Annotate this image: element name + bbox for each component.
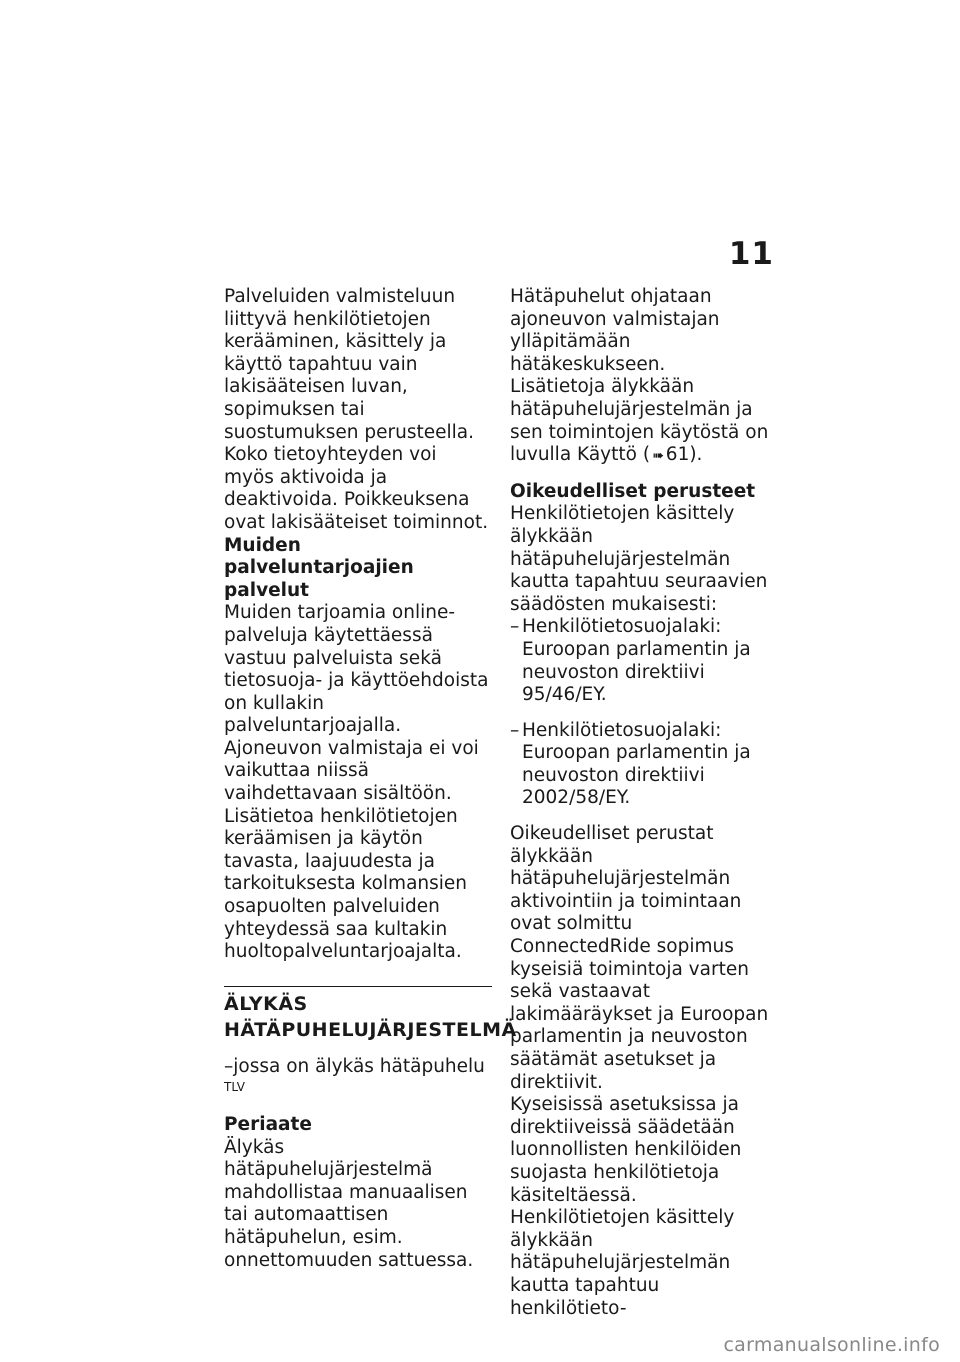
option-text: –jossa on älykäs hätäpuhelu [224,1055,485,1077]
reference-close: ). [689,444,703,466]
watermark: carmanualsonline.info [723,1334,940,1356]
paragraph-with-reference [510,376,776,467]
list-item-text: Henkilötietosuojalaki: Euroopan parlamentin ja neuvoston direktiivi 95/46/EY. [522,616,751,706]
arrow-right-icon: ➠ [652,448,664,465]
option-note [224,1056,492,1101]
page-number: 11 [728,236,774,272]
list-dash: – [510,616,520,638]
paragraph: Palveluiden valmisteluun liittyvä henkilötietojen kerääminen, käsittely ja käyttö tapahtuu vain lakisääteisen luvan, sopimuksen tai suostumuksen perusteella. [224,286,474,443]
page-reference-link[interactable]: 61 [665,444,690,466]
paragraph: Muiden tarjoamia online-palveluja käytettäessä vastuu palveluista sekä tietosuoja- ja käyttöehdoista on kullakin palveluntarjoajalla. Ajoneuvon valmistaja ei voi vaikuttaa niissä vaihdettavaan sisältöön. Lisätietoa henkilötietojen keräämisen ja käytön tavasta, laajuudesta ja tarkoituksesta kolmansien osapuolten palveluiden yhteydessä saa kultakin huoltopalveluntarjoajalta. [224,602,489,963]
list-dash: – [510,719,520,741]
subheading: Muiden palveluntarjoajien palvelut [224,534,414,601]
list-item [510,720,776,810]
reference-text: Lisätietoja älykkään hätäpuhelujärjestelmän ja sen toimintojen käytöstä on luvulla Käyttö ( [510,376,769,466]
paragraph: Koko tietoyhteyden voi myös aktivoida ja deaktivoida. Poikkeuksena ovat lakisääteiset toiminnot. [224,444,489,533]
subheading: Periaate [224,1114,312,1135]
paragraph: Kyseisissä asetuksissa ja direktiiveissä säädetään luonnollisten henkilöiden suojasta henkilötietoja käsiteltäessä. [510,1094,742,1206]
left-column [224,286,517,1272]
list-item [510,616,776,706]
right-column [510,286,776,1320]
section-divider [224,986,517,1043]
paragraph: Oikeudelliset perustat älykkään hätäpuhelujärjestelmän aktivointiin ja toimintaan ovat solmittu ConnectedRide sopimus kyseisiä toimintoja varten sekä vastaavat lakimääräykset ja Euroopan parlamentin ja neuvoston säätämät asetukset ja direktiivit. [510,823,769,1093]
paragraph: Hätäpuhelut ohjataan ajoneuvon valmistajan ylläpitämään hätäkeskukseen. [510,286,720,375]
paragraph: Henkilötietojen käsittely älykkään hätäpuhelujärjestelmän kautta tapahtuu seuraavien säädösten mukaisesti: [510,503,768,615]
list-item-text: Henkilötietosuojalaki: Euroopan parlamentin ja neuvoston direktiivi 2002/58/EY. [522,719,751,809]
paragraph: Älykäs hätäpuhelujärjestelmä mahdollistaa manuaalisen tai automaattisen hätäpuhelun, esim. onnettomuuden sattuessa. [224,1136,474,1271]
paragraph: Henkilötietojen käsittely älykkään hätäpuhelujärjestelmän kautta tapahtuu henkilötieto- [510,1207,735,1319]
option-code: TLV [224,1080,245,1095]
subheading: Oikeudelliset perusteet [510,480,756,502]
section-title: ÄLYKÄS HÄTÄPUHELUJÄRJESTELMÄ [224,992,517,1041]
